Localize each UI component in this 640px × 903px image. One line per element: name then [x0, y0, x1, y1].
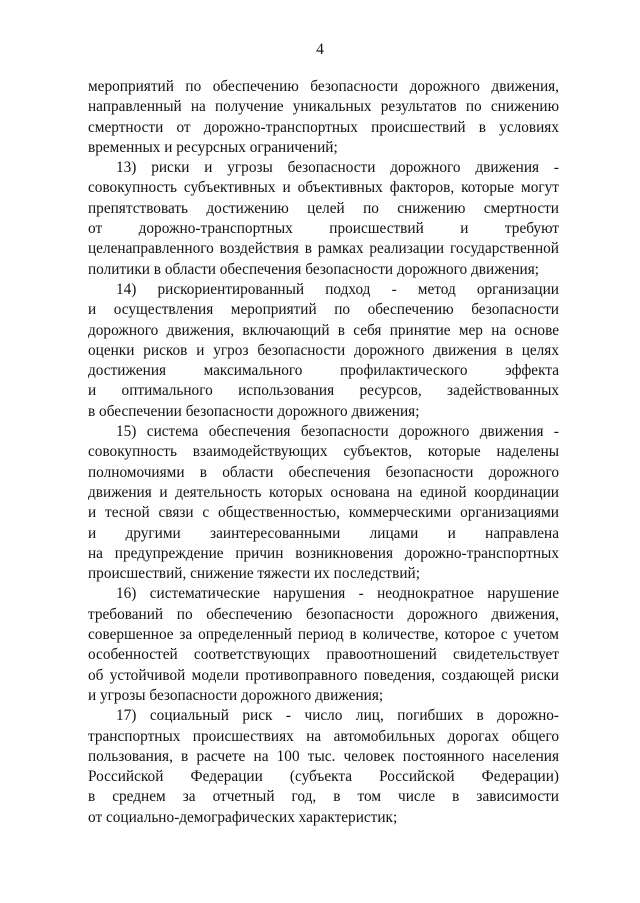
text-line: целенаправленного воздействия в рамках реализации государственной [88, 240, 559, 258]
text-line: особенностей соответствующих правоотношений свидетельствует [88, 646, 559, 664]
text-line: Российской Федерации (субъекта Российской Федерации) [88, 768, 559, 786]
text-line: и осуществления мероприятий по обеспечению безопасности [88, 301, 559, 319]
text-line: направленный на получение уникальных результатов по снижению [88, 98, 559, 116]
text-line: мероприятий по обеспечению безопасности дорожного движения, [88, 78, 559, 95]
text-line: и другими заинтересованными лицами и направлена [88, 524, 559, 542]
text-line: и оптимального использования ресурсов, задействованных [88, 382, 559, 400]
text-line: дорожного движения, включающий в себя принятие мер на основе [88, 321, 559, 339]
text-line: совершенное за определенный период в количестве, которое с учетом [88, 626, 559, 644]
text-line: транспортных происшествиях на автомобильных дорогах общего [88, 727, 559, 745]
text-line: об устойчивой модели противоправного поведения, создающей риски [88, 666, 559, 684]
text-line: пользования, в расчете на 100 тыс. человек постоянного населения [88, 747, 559, 765]
text-line: полномочиями в области обеспечения безопасности дорожного [88, 463, 559, 481]
text-line: смертности от дорожно-транспортных происшествий в условиях [88, 118, 559, 136]
text-line: в обеспечении безопасности дорожного движения; [88, 402, 420, 420]
text-line: совокупность взаимодействующих субъектов, которые наделены [88, 443, 559, 461]
text-line: политики в области обеспечения безопасности дорожного движения; [88, 260, 540, 278]
text-line: на предупреждение причин возникновения дорожно-транспортных [88, 544, 559, 562]
text-line: совокупность субъективных и объективных факторов, которые могут [88, 179, 559, 197]
text-line: и угрозы безопасности дорожного движения; [88, 686, 384, 704]
paragraph-first-line: 16) систематические нарушения - неоднократное нарушение [116, 585, 559, 603]
text-line: и тесной связи с общественностью, коммерческими организациями [88, 504, 559, 522]
paragraph-first-line: 17) социальный риск - число лиц, погибших в дорожно- [116, 707, 559, 725]
text-line: от дорожно-транспортных происшествий и требуют [88, 220, 559, 238]
text-line: от социально-демографических характеристик; [88, 808, 398, 826]
body-text [88, 77, 559, 828]
text-line: в среднем за отчетный год, в том числе в зависимости [88, 788, 559, 806]
text-line: временных и ресурсных ограничений; [88, 138, 338, 156]
paragraph-first-line: 15) система обеспечения безопасности дорожного движения - [116, 423, 559, 441]
text-line: оценки рисков и угроз безопасности дорожного движения в целях [88, 341, 559, 359]
paragraph-first-line: 13) риски и угрозы безопасности дорожного движения - [116, 159, 559, 177]
text-line: требований по обеспечению безопасности дорожного движения, [88, 605, 559, 623]
text-line: препятствовать достижению целей по снижению смертности [88, 199, 559, 217]
paragraph-first-line: 14) рискориентированный подход - метод организации [116, 280, 559, 298]
page-number: 4 [316, 41, 324, 58]
text-line: движения и деятельность которых основана на единой координации [88, 483, 559, 501]
text-line: происшествий, снижение тяжести их последствий; [88, 565, 420, 583]
text-line: достижения максимального профилактического эффекта [88, 362, 559, 380]
